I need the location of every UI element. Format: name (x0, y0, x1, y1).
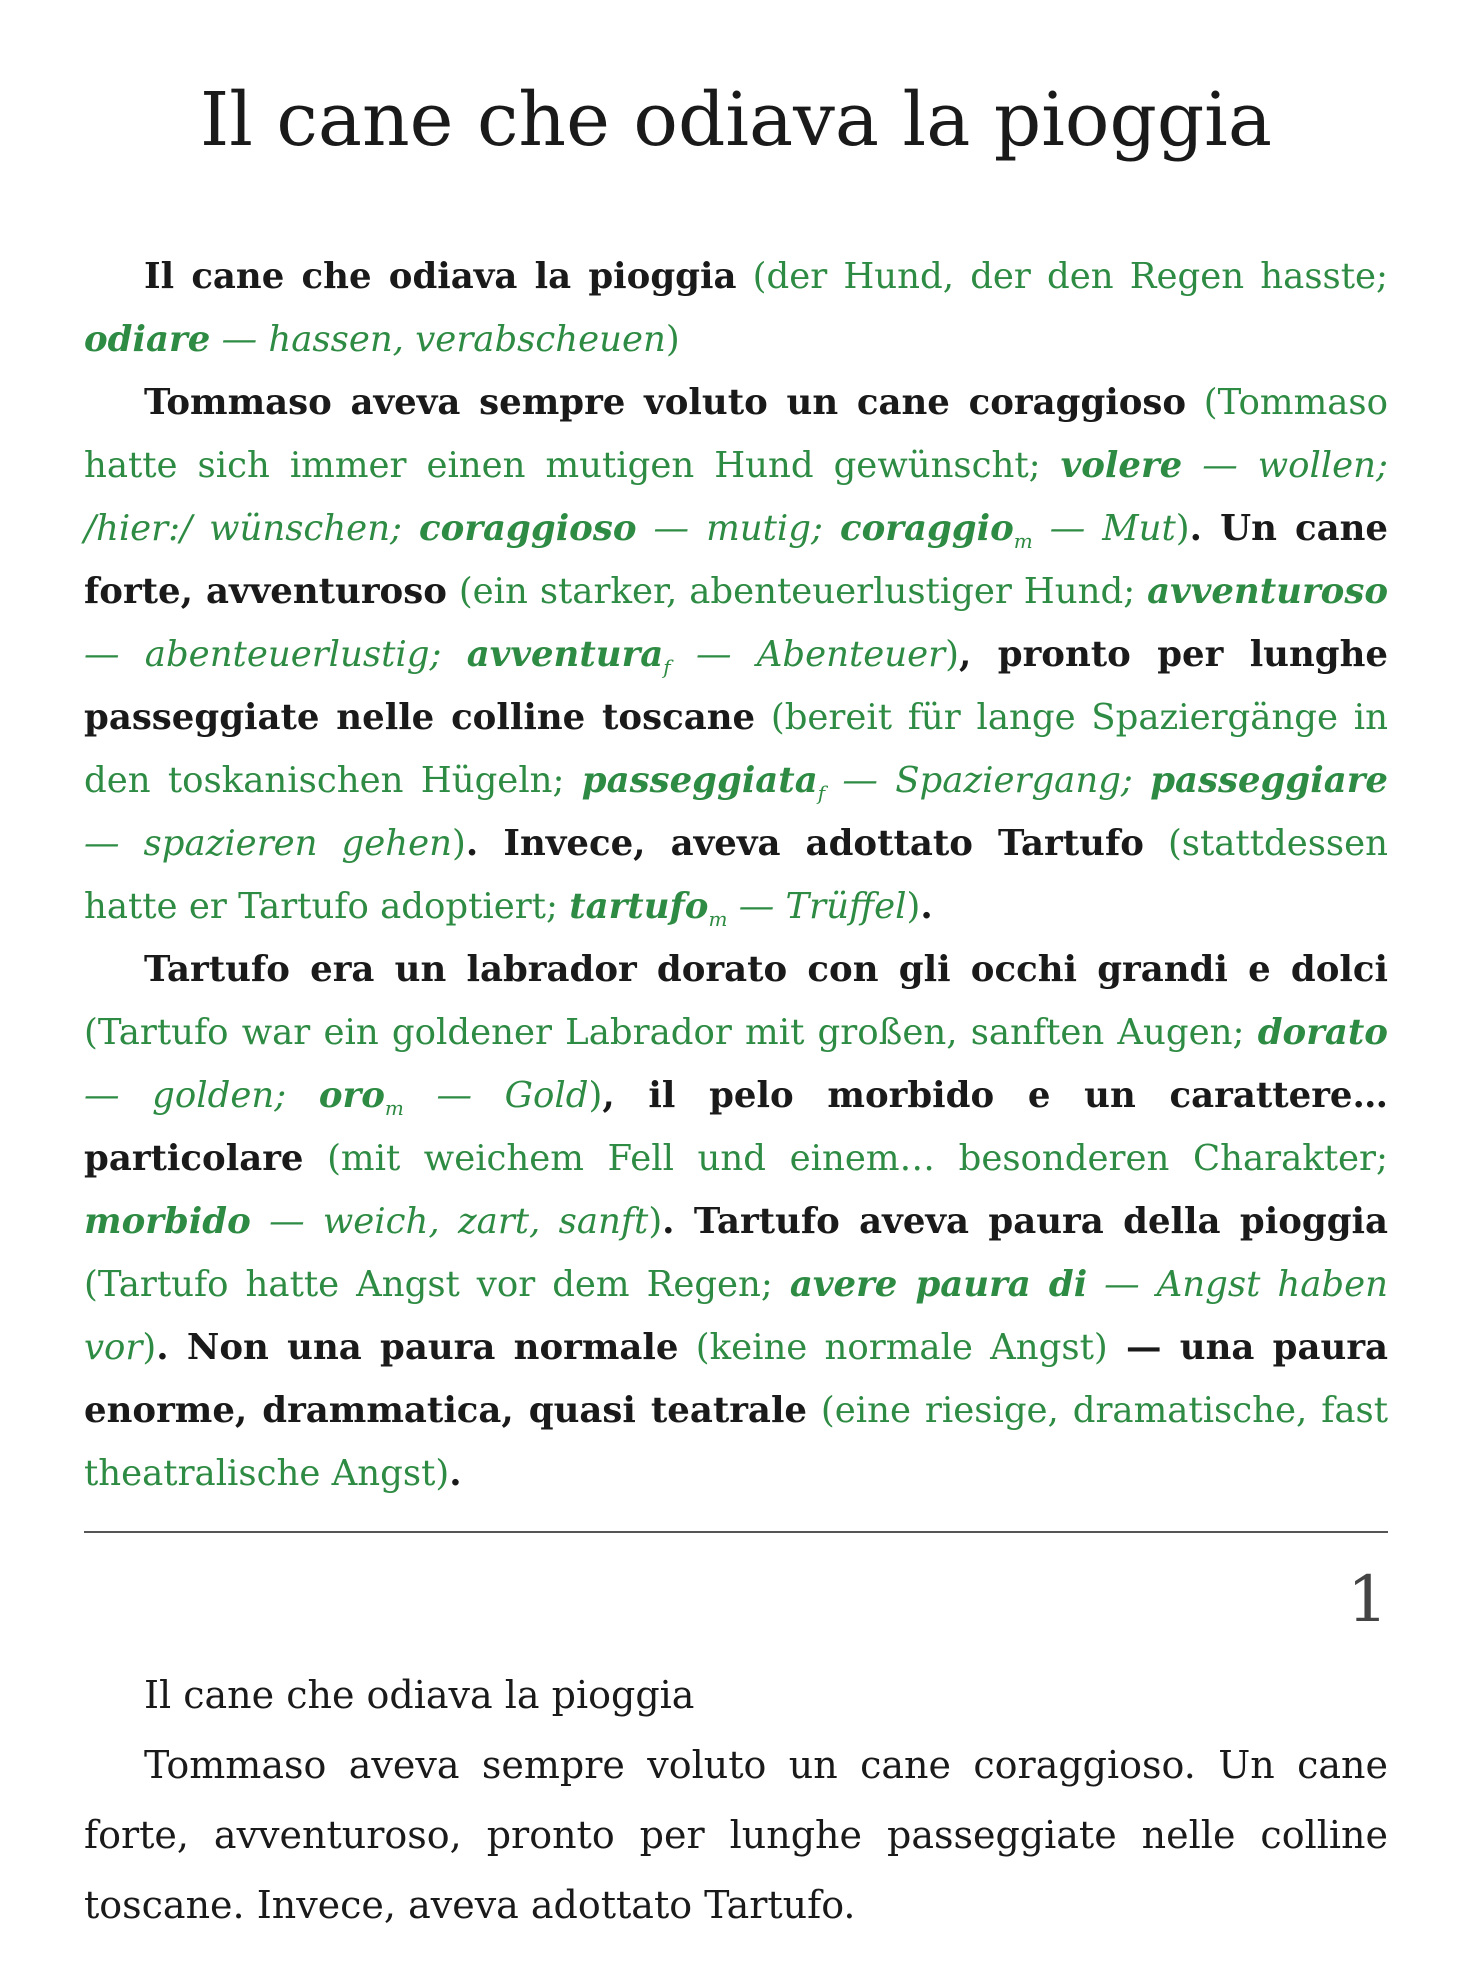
punctuation: , (602, 1075, 649, 1116)
gloss-text: ) (588, 1075, 603, 1116)
annotated-text (84, 245, 1388, 1505)
vocab-meaning: — Gold (403, 1075, 589, 1116)
gloss-text: (mit weichem Fell und einem… besonderen Charakter; (303, 1138, 1388, 1179)
plain-paragraph: Tommaso aveva sempre voluto un cane coraggioso. Un cane forte, avventuroso, pronto per lunghe passeggiate nelle colline toscane. Invece, aveva adottato Tartufo. (84, 1743, 1388, 1927)
vocab-word: morbido (84, 1201, 251, 1242)
vocab-word: odiare (84, 319, 211, 360)
gloss-text: (stattdessen hatte er Tartufo adoptiert; (84, 823, 1389, 927)
punctuation: . (1189, 508, 1221, 549)
vocab-meaning: — golden; (84, 1075, 319, 1116)
gloss-text: ) (1175, 508, 1190, 549)
vocab-meaning: — Angst haben vor (84, 1264, 1389, 1368)
vocab-word: volere (1060, 445, 1183, 486)
gender-marker: f (817, 781, 826, 806)
italian-phrase: pronto per lunghe passeggiate nelle colline toscane (84, 634, 1389, 738)
vocab-meaning: — hassen, verabscheuen (210, 319, 666, 360)
plain-text (84, 1660, 1388, 1940)
gender-marker: f (663, 655, 671, 680)
vocab-meaning: — Trüffel (727, 886, 907, 927)
italian-phrase: Tommaso aveva sempre voluto un cane coraggioso (144, 382, 1187, 423)
punctuation: . (449, 1453, 462, 1494)
vocab-word: oro (318, 1075, 385, 1116)
punctuation: , (959, 634, 998, 675)
gloss-text: ) (945, 634, 960, 675)
gloss-text: ) (906, 886, 921, 927)
gloss-text: ) (452, 823, 466, 864)
vocab-meaning: — weich, zart, sanft (250, 1201, 649, 1242)
punctuation: . (465, 823, 504, 864)
gloss-text: (Tartufo war ein goldener Labrador mit großen, sanften Augen; (84, 1012, 1258, 1053)
italian-phrase: Non una paura normale (186, 1327, 679, 1368)
punctuation: . (662, 1201, 694, 1242)
vocab-meaning: — Abenteuer (670, 634, 946, 675)
gloss-text: (Tartufo hatte Angst vor dem Regen; (84, 1264, 790, 1305)
german-gloss: (eine riesige, dramatische, fast theatralische Angst) (84, 1390, 1388, 1494)
vocab-meaning: — Spaziergang; (825, 760, 1151, 801)
italian-phrase: Un cane forte, avventuroso (84, 508, 1388, 612)
italian-phrase: — una paura enorme, drammatica, quasi teatrale (84, 1327, 1389, 1431)
gender-marker: m (1013, 529, 1033, 554)
gloss-text: (Tommaso hatte sich immer einen mutigen Hund gewünscht; (84, 382, 1388, 486)
vocab-meaning: — wollen; /hier:/ wünschen; (84, 445, 1388, 549)
vocab-word: avere paura di (789, 1264, 1088, 1305)
vocab-word: avventura (466, 634, 664, 675)
vocab-word: passeggiata (581, 760, 818, 801)
page-number: 1 (1347, 1563, 1388, 1637)
gloss-text: (ein starker, abenteuerlustiger Hund; (446, 571, 1148, 612)
italian-phrase: Tartufo aveva paura della pioggia (693, 1201, 1389, 1242)
gloss-text: (der Hund, der den Regen hasste; (752, 256, 1388, 297)
punctuation: . (156, 1327, 187, 1368)
gender-marker: m (384, 1096, 404, 1121)
page-title: Il cane che odiava la pioggia (200, 77, 1272, 163)
german-gloss: (keine normale Angst) (678, 1327, 1108, 1368)
italian-phrase: il pelo morbido e un carattere… particolare (84, 1075, 1389, 1179)
plain-heading: Il cane che odiava la pioggia (144, 1673, 695, 1717)
punctuation: . (920, 886, 933, 927)
italian-phrase: Tartufo era un labrador dorato con gli occhi grandi e dolci (144, 949, 1388, 990)
vocab-word: coraggioso (419, 508, 637, 549)
divider (84, 1531, 1388, 1533)
vocab-meaning: — Mut (1032, 508, 1176, 549)
vocab-word: passeggiare (1150, 760, 1388, 801)
paragraph-1 (84, 245, 1388, 371)
gloss-text: ) (665, 319, 680, 360)
italian-phrase: Il cane che odiava la pioggia (144, 256, 737, 297)
vocab-word: avventuroso (1147, 571, 1389, 612)
vocab-word: coraggio (839, 508, 1014, 549)
gloss-text: ) (142, 1327, 157, 1368)
vocab-word: dorato (1257, 1012, 1388, 1053)
paragraph-3 (84, 938, 1388, 1505)
gloss-text: ) (648, 1201, 663, 1242)
gender-marker: m (708, 907, 728, 932)
paragraph-2 (84, 371, 1388, 938)
vocab-meaning: — abenteuerlustig; (84, 634, 467, 675)
gloss-text: (bereit für lange Spaziergänge in den toskanischen Hügeln; (84, 697, 1388, 801)
vocab-word: tartufo (569, 886, 709, 927)
italian-phrase: Invece, aveva adottato Tartufo (503, 823, 1144, 864)
vocab-meaning: — spazieren gehen (84, 823, 453, 864)
vocab-meaning: — mutig; (636, 508, 840, 549)
